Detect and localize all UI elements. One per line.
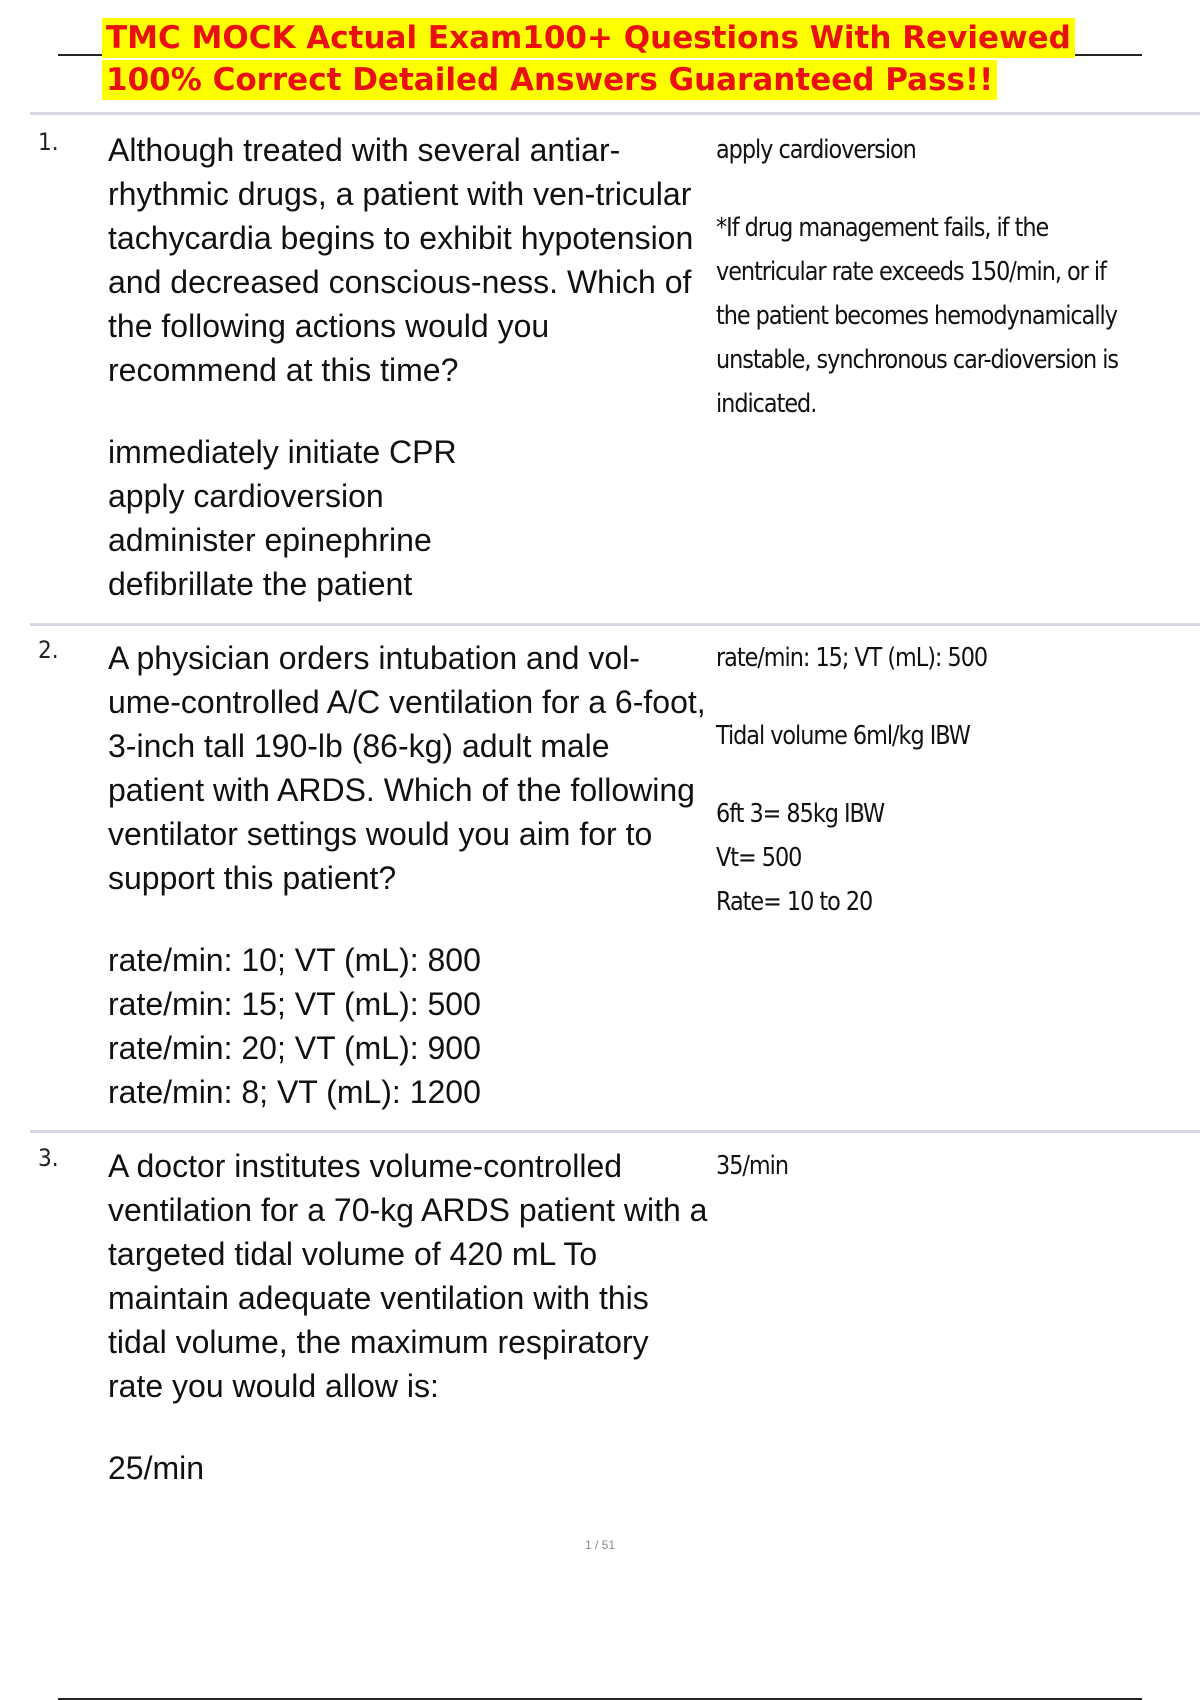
title-text-1: TMC MOCK Actual Exam100+ Questions With Reviewed xyxy=(102,18,1075,58)
option-item: administer epinephrine xyxy=(108,522,432,558)
question-text: Although treated with several antiar-rhythmic drugs, a patient with ven-tricular tachycardia begins to exhibit hypotension and decreased conscious-ness. Which of the following actions would you recommend at this time? xyxy=(108,132,694,388)
document-title xyxy=(58,14,1142,106)
question-block xyxy=(108,128,708,606)
question-number: 1. xyxy=(38,128,59,156)
answer-block xyxy=(716,1144,1120,1188)
title-line-1 xyxy=(58,14,1142,60)
answer-explanation: Vt= 500 xyxy=(716,843,802,873)
option-item: rate/min: 10; VT (mL): 800 xyxy=(108,942,481,978)
option-item: immediately initiate CPR xyxy=(108,434,457,470)
divider xyxy=(30,1130,1200,1133)
answer-text: 35/min xyxy=(716,1151,788,1181)
option-item: 25/min xyxy=(108,1450,205,1486)
page-indicator: 1 / 51 xyxy=(584,1538,616,1552)
answer-explanation: 6ft 3= 85kg IBW xyxy=(716,799,885,829)
answer-text: apply cardioversion xyxy=(716,135,916,165)
divider xyxy=(30,112,1200,115)
option-list xyxy=(108,938,708,1114)
answer-block xyxy=(716,128,1120,426)
question-number: 3. xyxy=(38,1144,59,1172)
answer-explanation: Rate= 10 to 20 xyxy=(716,887,873,917)
title-line-2 xyxy=(58,60,1142,106)
divider xyxy=(30,623,1200,626)
question-block xyxy=(108,1144,708,1490)
answer-explanation: *If drug management fails, if the ventricular rate exceeds 150/min, or if the patient becomes hemodynamically unstable, synchronous car-dioversion is indicated. xyxy=(716,213,1119,419)
option-item: defibrillate the patient xyxy=(108,566,413,602)
answer-block xyxy=(716,636,1120,924)
option-item: rate/min: 20; VT (mL): 900 xyxy=(108,1030,481,1066)
option-list xyxy=(108,430,708,606)
answer-text: rate/min: 15; VT (mL): 500 xyxy=(716,643,988,673)
option-list xyxy=(108,1446,708,1490)
question-number: 2. xyxy=(38,636,59,664)
option-item: apply cardioversion xyxy=(108,478,384,514)
title-text-2: 100% Correct Detailed Answers Guaranteed Pass!! xyxy=(102,60,997,100)
option-item: rate/min: 8; VT (mL): 1200 xyxy=(108,1074,481,1110)
option-item: rate/min: 15; VT (mL): 500 xyxy=(108,986,481,1022)
question-block xyxy=(108,636,708,1114)
answer-explanation: Tidal volume 6ml/kg IBW xyxy=(716,721,970,751)
question-text: A physician orders intubation and vol-ume-controlled A/C ventilation for a 6-foot, 3-inch tall 190-lb (86-kg) adult male patient with ARDS. Which of the following ventilator settings would you aim for to support this patient? xyxy=(108,640,706,896)
question-text: A doctor institutes volume-controlled ventilation for a 70-kg ARDS patient with a targeted tidal volume of 420 mL To maintain adequate ventilation with this tidal volume, the maximum respiratory rate you would allow is: xyxy=(108,1148,708,1404)
